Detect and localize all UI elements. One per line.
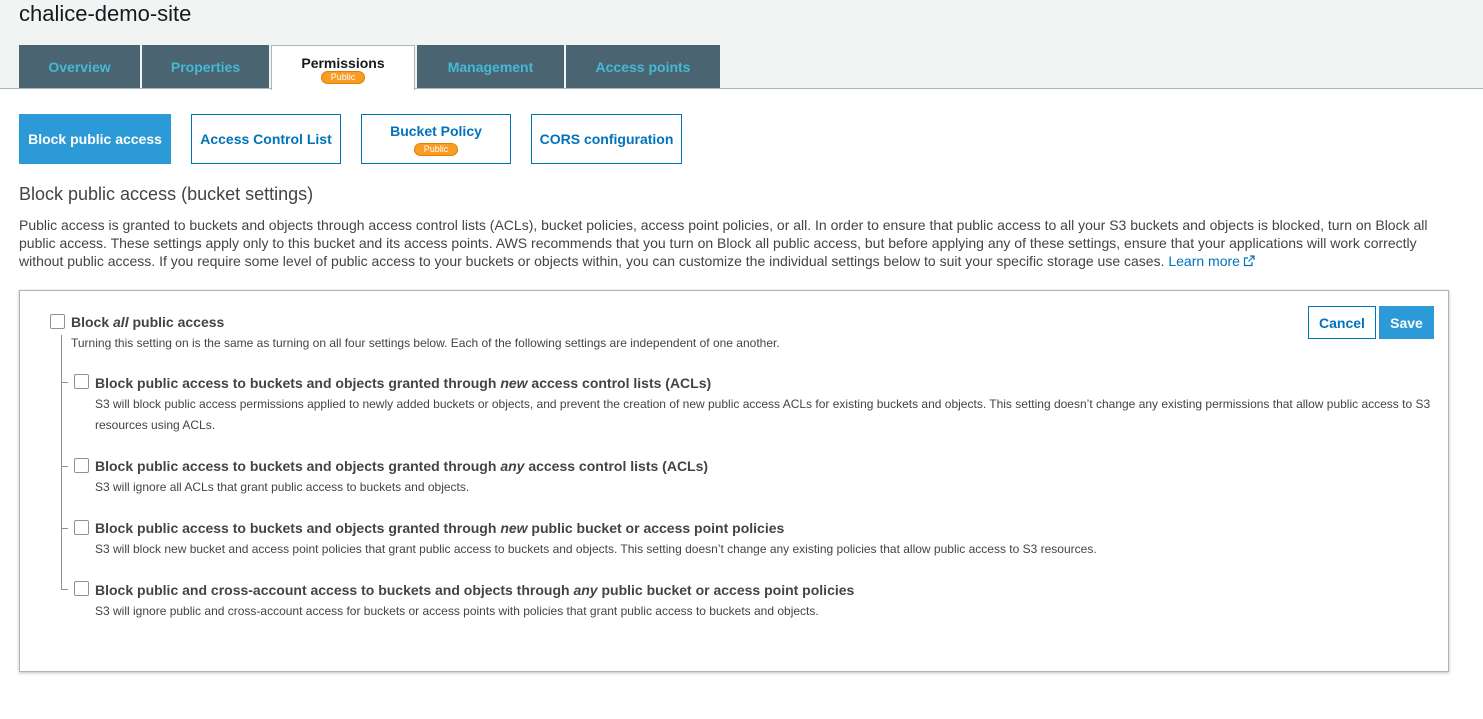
title-text: Block public access to buckets and objects granted through xyxy=(95,520,501,536)
title-emphasis: any xyxy=(500,458,525,474)
option-description: S3 will ignore public and cross-account access for buckets or access points with policies that grant public access to buckets and objects. xyxy=(95,604,819,618)
subtab-access-control-list[interactable] xyxy=(191,114,341,164)
title-text: Block public access to buckets and objects granted through xyxy=(95,375,501,391)
learn-more-link[interactable] xyxy=(1168,253,1255,269)
tab-label: Permissions xyxy=(301,54,385,71)
page-title: chalice-demo-site xyxy=(19,1,192,26)
tab-properties[interactable] xyxy=(142,45,269,88)
external-link-icon xyxy=(1243,255,1255,267)
block-all-title xyxy=(71,314,224,330)
tab-management[interactable] xyxy=(417,45,564,88)
option-title xyxy=(95,582,854,598)
tab-label: Overview xyxy=(48,58,111,75)
block-all-description: Turning this setting on is the same as turning on all four settings below. Each of the following settings are independent of one another. xyxy=(71,336,780,350)
option-title xyxy=(95,458,708,474)
tree-branch xyxy=(61,528,68,529)
block-new-acls-checkbox[interactable] xyxy=(74,374,89,389)
title-text: Block public access to buckets and objects granted through xyxy=(95,458,501,474)
tab-label: Management xyxy=(447,58,534,75)
section-title: Block public access (bucket settings) xyxy=(19,184,314,204)
option-title xyxy=(95,520,784,536)
tree-branch xyxy=(61,382,68,383)
title-text: access control lists (ACLs) xyxy=(527,375,712,391)
subtab-cors-configuration[interactable] xyxy=(531,114,682,164)
public-badge: Public xyxy=(321,71,366,84)
title-text: public bucket or access point policies xyxy=(527,520,785,536)
tab-label: Access points xyxy=(595,58,691,75)
subtab-label: Bucket Policy xyxy=(390,122,482,139)
option-title xyxy=(95,375,711,391)
tab-permissions[interactable] xyxy=(271,45,415,90)
learn-more-label: Learn more xyxy=(1168,253,1240,269)
tab-access-points[interactable] xyxy=(566,45,720,88)
tab-bar xyxy=(19,45,722,89)
block-cross-account-checkbox[interactable] xyxy=(74,581,89,596)
cancel-button[interactable]: Cancel xyxy=(1308,306,1376,339)
subtab-label: CORS configuration xyxy=(539,131,674,147)
tab-overview[interactable] xyxy=(19,45,140,88)
title-text: public bucket or access point policies xyxy=(597,582,855,598)
block-all-checkbox[interactable] xyxy=(50,314,65,329)
section-description xyxy=(19,216,1439,270)
title-text: public access xyxy=(128,314,225,330)
tree-branch xyxy=(61,466,68,467)
tree-connector xyxy=(61,335,62,589)
title-emphasis: any xyxy=(573,582,598,598)
title-emphasis: new xyxy=(500,520,528,536)
option-description: S3 will block new bucket and access point policies that grant public access to buckets and objects. This setting doesn’t change any existing policies that allow public access to S3 resources. xyxy=(95,542,1097,556)
save-button[interactable]: Save xyxy=(1379,306,1434,339)
title-emphasis: all xyxy=(113,314,129,330)
option-description: S3 will ignore all ACLs that grant public access to buckets and objects. xyxy=(95,480,470,494)
subtab-bucket-policy[interactable] xyxy=(361,114,511,164)
public-badge: Public xyxy=(414,143,459,156)
title-text: Block xyxy=(71,314,114,330)
tab-label: Properties xyxy=(170,58,241,75)
tree-branch xyxy=(61,589,68,590)
option-description: S3 will block public access permissions applied to newly added buckets or objects, and prevent the creation of new public access ACLs for existing buckets and objects. This setting doesn’t change any existing permissions that allow public access to S3 resources using ACLs. xyxy=(95,397,1431,432)
title-emphasis: new xyxy=(500,375,528,391)
subtab-label: Access Control List xyxy=(200,131,332,147)
subtab-block-public-access[interactable] xyxy=(19,114,171,164)
block-new-policies-checkbox[interactable] xyxy=(74,520,89,535)
subtab-bar xyxy=(19,114,682,164)
description-text: Public access is granted to buckets and objects through access control lists (ACLs), bucket policies, access point policies, or all. In order to ensure that public access to all your S3 buckets and objects is blocked, turn on Block all public access. These settings apply only to this bucket and its access points. AWS recommends that you turn on Block all public access, but before applying any of these settings, ensure that your applications will work correctly without public access. If you require some level of public access to your buckets or objects within, you can customize the individual settings below to suit your specific storage use cases. xyxy=(19,217,1428,269)
subtab-label: Block public access xyxy=(28,131,162,147)
block-any-acls-checkbox[interactable] xyxy=(74,458,89,473)
title-text: Block public and cross-account access to buckets and objects through xyxy=(95,582,574,598)
title-text: access control lists (ACLs) xyxy=(524,458,709,474)
block-public-access-panel xyxy=(19,290,1449,672)
